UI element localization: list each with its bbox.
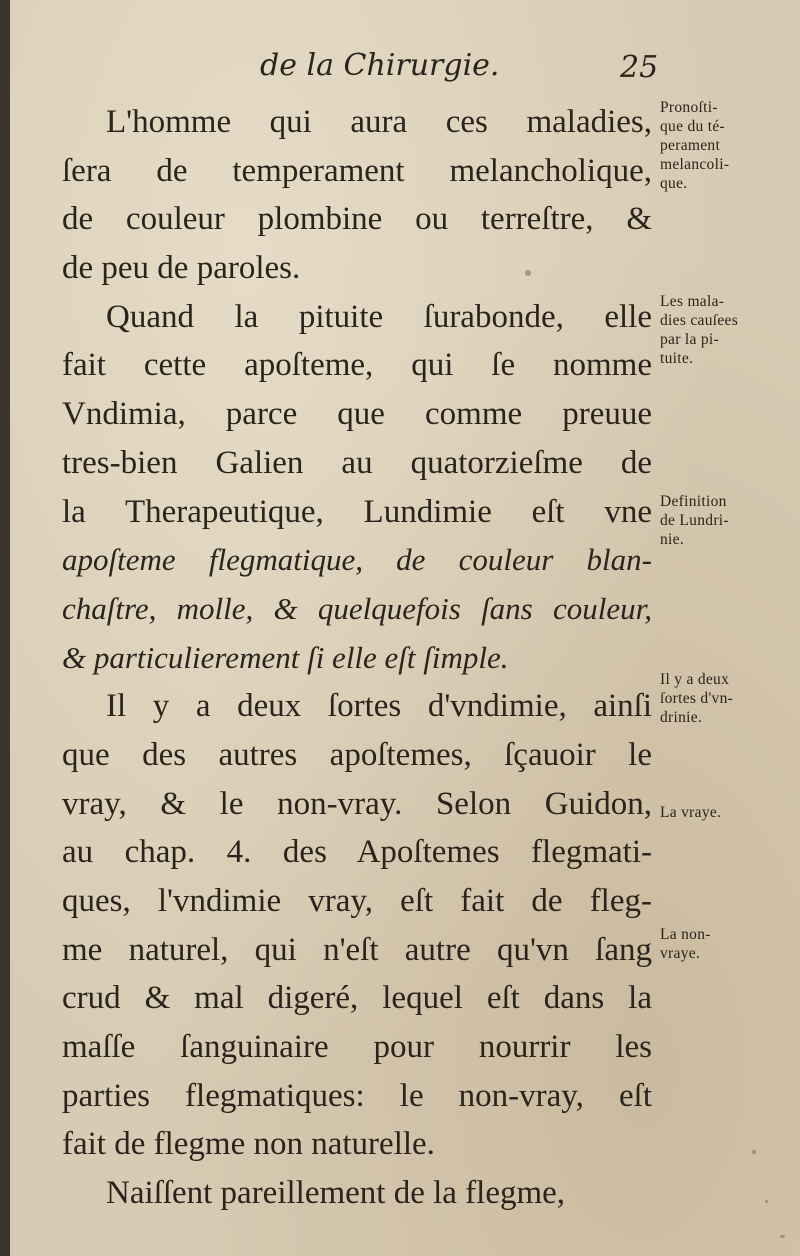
text-line: apoſteme flegmatique, de couleur blan- xyxy=(62,542,652,578)
main-text-block xyxy=(62,98,652,1218)
margin-note-line: drinie. xyxy=(660,709,703,726)
paper-speck xyxy=(765,1200,768,1203)
margin-note-line: La non- xyxy=(660,926,711,943)
text-line: L'homme qui aura ces maladies, xyxy=(106,104,652,140)
margin-note-definition xyxy=(660,492,800,549)
page-number: 25 xyxy=(620,50,659,85)
paper-speck xyxy=(752,1150,756,1154)
margin-note-not-true xyxy=(660,925,800,963)
margin-note-line: Les mala- xyxy=(660,293,725,310)
margin-note-line: nie. xyxy=(660,531,685,548)
margin-note-line: Pronoſti- xyxy=(660,99,718,116)
text-line: fait de flegme non naturelle. xyxy=(62,1126,435,1163)
margin-note-line: que du té- xyxy=(660,118,725,135)
text-line: me naturel, qui n'eſt autre qu'vn ſang xyxy=(62,931,652,968)
margin-note-line: vraye. xyxy=(660,945,701,962)
text-line: crud & mal digeré, lequel eſt dans la xyxy=(62,980,652,1017)
text-line: la Therapeutique, Lundimie eſt vne xyxy=(62,493,652,530)
text-line: fait cette apoſteme, qui ſe nomme xyxy=(62,347,652,384)
margin-note-line: perament xyxy=(660,137,721,154)
margin-note-line: de Lundri- xyxy=(660,512,729,529)
text-line: maſſe ſanguinaire pour nourrir les xyxy=(62,1029,652,1066)
margin-note-prognostic xyxy=(660,98,800,193)
paper-speck xyxy=(780,1235,785,1238)
text-line: que des autres apoſtemes, ſçauoir le xyxy=(62,736,652,773)
margin-note-line: La vraye. xyxy=(660,804,722,821)
text-line: & particulierement ſi elle eſt ſimple. xyxy=(62,639,509,675)
margin-note-line: Il y a deux xyxy=(660,671,730,688)
margin-note-line: par la pi- xyxy=(660,331,719,348)
margin-note-line: dies cauſees xyxy=(660,312,739,329)
text-line: ſera de temperament melancholique, xyxy=(62,152,652,189)
margin-note-line: que. xyxy=(660,175,688,192)
text-line: ques, l'vndimie vray, eſt fait de fleg- xyxy=(62,883,652,919)
margin-note-line: melancoli- xyxy=(660,156,730,173)
paper-speck xyxy=(525,270,531,276)
running-title: de la Chirurgie. xyxy=(260,48,500,83)
margin-note-true xyxy=(660,803,800,822)
margin-note-pituite xyxy=(660,292,800,368)
text-line: vray, & le non-vray. Selon Guidon, xyxy=(62,785,652,822)
margin-note-line: Definition xyxy=(660,493,727,510)
text-line: de peu de paroles. xyxy=(62,250,301,287)
margin-note-line: ſortes d'vn- xyxy=(660,690,734,707)
text-line: Naiſſent pareillement de la flegme, xyxy=(106,1175,566,1212)
text-line: chaſtre, molle, & quelquefois ſans couleur, xyxy=(62,590,652,626)
book-page xyxy=(10,0,800,1256)
margin-note-two-sorts xyxy=(660,670,800,727)
margin-note-line: tuite. xyxy=(660,350,694,367)
text-line: Il y a deux ſortes d'vndimie, ainſi xyxy=(106,688,652,725)
text-line: parties flegmatiques: le non-vray, eſt xyxy=(62,1077,652,1114)
text-line: Quand la pituite ſurabonde, elle xyxy=(106,298,652,335)
text-line: au chap. 4. des Apoſtemes flegmati- xyxy=(62,834,652,871)
text-line: Vndimia, parce que comme preuue xyxy=(62,396,652,433)
text-line: tres-bien Galien au quatorzieſme de xyxy=(62,444,652,481)
text-line: de couleur plombine ou terreſtre, & xyxy=(62,201,652,238)
